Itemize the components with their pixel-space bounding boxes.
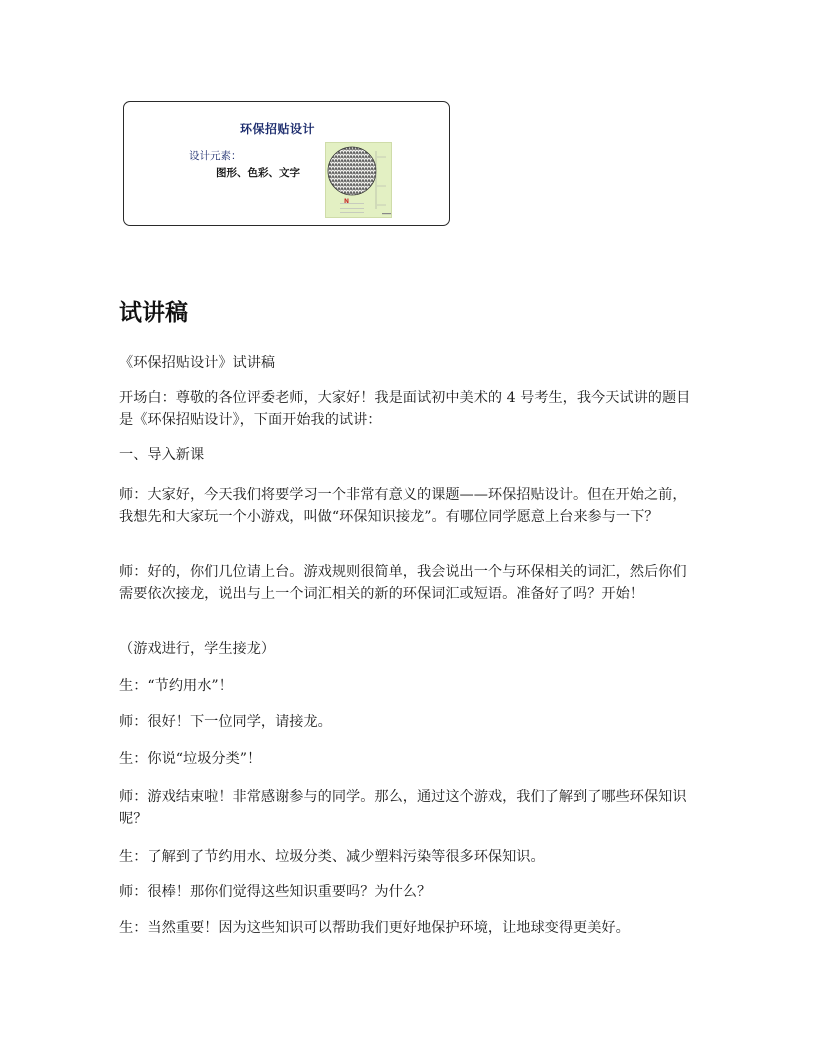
slide-subtitle: 设计元素： (189, 150, 242, 162)
page-title: 试讲稿 (119, 300, 188, 326)
paragraph-game-note: （游戏进行，学生接龙） (119, 641, 276, 657)
poster-logo: N (344, 198, 350, 205)
paragraph-teacher-4: 师：游戏结束啦！非常感谢参与的同学。那么，通过这个游戏，我们了解到了哪些环保知识呢？ (119, 789, 687, 827)
paragraph-student-1: 生：“节约用水”！ (119, 678, 233, 694)
paragraph-student-4: 生：当然重要！因为这些知识可以帮助我们更好地保护环境，让地球变得更美好。 (119, 920, 630, 936)
paragraph-teacher-5: 师：很棒！那你们觉得这些知识重要吗？为什么？ (119, 884, 432, 900)
paragraph-student-3: 生：了解到了节约用水、垃圾分类、减少塑料污染等很多环保知识。 (119, 849, 545, 865)
slide-title: 环保招贴设计 (240, 122, 316, 136)
poster-thumbnail (325, 142, 392, 218)
paragraph-teacher-2: 师：好的，你们几位请上台。游戏规则很简单，我会说出一个与环保相关的词汇，然后你们需要依次接龙，说出与上一个词汇相关的新的环保词汇或短语。准备好了吗？开始！ (119, 564, 687, 602)
paragraph-opening: 开场白：尊敬的各位评委老师，大家好！我是面试初中美术的 4 号考生，我今天试讲的题目是《环保招贴设计》，下面开始我的试讲： (119, 390, 691, 428)
paragraph-teacher-1: 师：大家好，今天我们将要学习一个非常有意义的课题——环保招贴设计。但在开始之前，我想先和大家玩一个小游戏，叫做“环保知识接龙”。有哪位同学愿意上台来参与一下？ (119, 487, 687, 525)
slide-image (123, 101, 450, 226)
paragraph-teacher-3: 师：很好！下一位同学，请接龙。 (119, 714, 332, 730)
globe-poster-graphic (326, 143, 392, 218)
paragraph-student-2: 生：你说“垃圾分类”！ (119, 751, 262, 767)
section-heading-intro: 一、导入新课 (119, 447, 205, 463)
slide-design-elements: 图形、色彩、文字 (216, 167, 300, 179)
doc-title-line: 《环保招贴设计》试讲稿 (119, 355, 276, 371)
